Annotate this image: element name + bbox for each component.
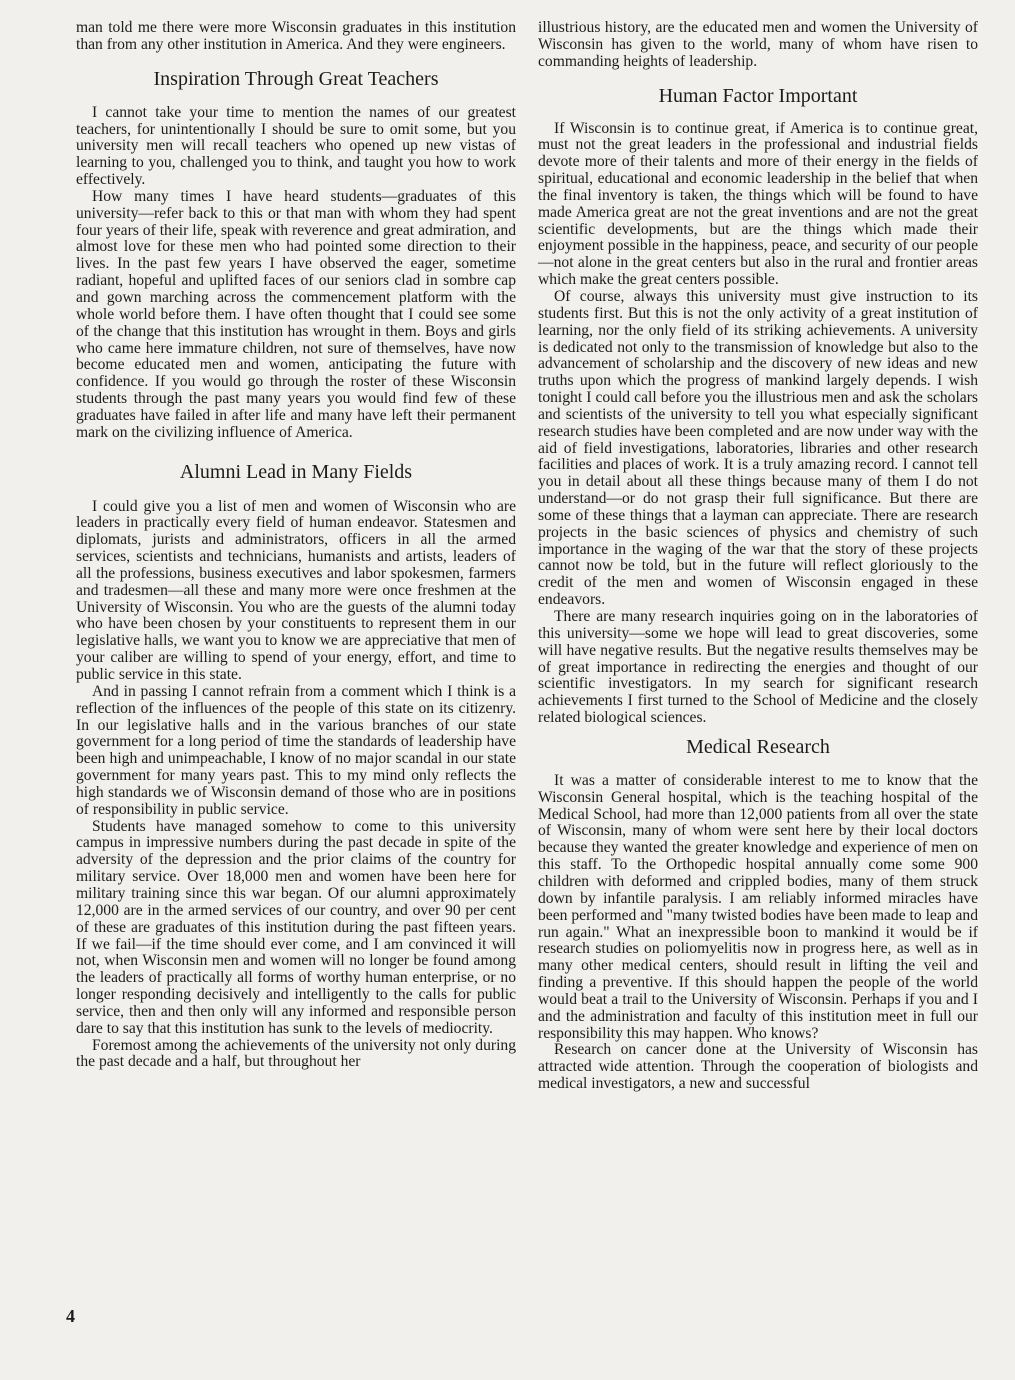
paragraph: man told me there were more Wisconsin graduates in this institution than from any other institution in America. And they were engineers. <box>76 19 516 53</box>
paragraph: It was a matter of considerable interest to me to know that the Wisconsin General hospital, which is the teaching hospital of the Medical School, had more than 12,000 patients from all over the state of Wisconsin, many of whom were sent here by their local doctors because they wanted the greater knowledge and experience of men on this staff. To the Orthopedic hospital annually come some 900 children with deformed and crippled bodies, many of them struck down by infantile paralysis. I am reliably informed miracles have been performed and "many twisted bodies have been made to leap and run again." What an inexpressible boon to mankind it would be if research studies on poliomyelitis now in progress here, as well as in many other medical centers, should result in lifting the veil and finding a preventive. If this should happen the people of the world would beat a trail to the University of Wisconsin. Perhaps if you and I and the administration and faculty of this institution meet in full our responsibility this may happen. Who knows? <box>538 771 978 1042</box>
paragraph: Research on cancer done at the University of Wisconsin has attracted wide attention. Through the cooperation of biologists and medical investigators, a new and successful <box>538 1041 978 1093</box>
paragraph: There are many research inquiries going on in the laboratories of this university—some we hope will lead to great discoveries, some will have negative results. But the negative results themselves may be of great importance in redirecting the energies and thought of our scientific investigators. In my search for significant research achievements I first turned to the School of Medicine and the closely related biological sciences. <box>538 608 978 727</box>
section-heading: Human Factor Important <box>658 84 858 107</box>
left-column <box>76 20 516 1071</box>
page-number: 4 <box>66 1306 75 1326</box>
paragraph: Of course, always this university must give instruction to its students first. But this is not the only activity of a great institution of learning, nor the only field of its striking achievements. A university is dedicated not only to the transmission of knowledge but also to the advancement of scholarship and the discovery of new ideas and new truths upon which the progress of mankind largely depends. I wish tonight I could call before you the illustrious men and ask the scholars and scientists of the university to tell you what especially significant research studies have been completed and are now under way with the aid of field investigations, laboratories, libraries and other research facilities and places of work. It is a truly amazing record. I cannot tell you in detail about all these things because many of them I do not understand—or do not grasp their full significance. But there are some of these things that a layman can appreciate. There are research projects in the basic sciences of physics and chemistry of such importance in the waging of the war that the story of these projects cannot now be told, but in the future will reflect gloriously to the credit of the men and women of Wisconsin engaged in these endeavors. <box>538 287 978 609</box>
paragraph: I cannot take your time to mention the names of our greatest teachers, for unintentionally I should be sure to omit some, but you university men will recall teachers who opened up new vistas of learning to you, challenged you to think, and taught you how to work effectively. <box>76 103 516 189</box>
section-heading: Alumni Lead in Many Fields <box>179 460 413 483</box>
paragraph: If Wisconsin is to continue great, if America is to continue great, must not the great leaders in the professional and industrial fields devote more of their talents and more of their energy in the fields of spiritual, educational and economic leadership in the belief that when the final inventory is taken, the things which will be found to have made America great are not the great inventions and are not the great scientific developments, but are the things which made their enjoyment possible in the happiness, peace, and security of our people—not alone in the great centers but also in the rural and frontier areas which make the great centers possible. <box>538 119 978 289</box>
paragraph: And in passing I cannot refrain from a comment which I think is a reflection of the influences of the people of this state on its citizenry. In our legislative halls and in the various branches of our state government for a long period of time the standards of leadership have been high and unimpeachable, I know of no major scandal in our state government for many years past. This to my mind only reflects the high standards we of Wisconsin demand of those who are in positions of responsibility in public service. <box>76 682 516 818</box>
paragraph: Foremost among the achievements of the university not only during the past decade and a half, but throughout her <box>76 1036 516 1071</box>
section-heading: Medical Research <box>686 735 830 758</box>
paragraph: How many times I have heard students—graduates of this university—refer back to this or that man with whom they had spent four years of their life, speak with reverence and great admiration, and almost love for these men who had pointed some direction to their lives. In the past few years I have observed the eager, sometime radiant, hopeful and uplifted faces of our seniors clad in sombre cap and gown marching across the commencement platform with the whole world before them. I have often thought that I could see some of the change that this institution has wrought in them. Boys and girls who came here immature children, not sure of themselves, have now become educated men and women, anticipating the future with confidence. If you would go through the roster of these Wisconsin students through the past many years you would find few of these graduates have failed in after life and many have left their permanent mark on the civilizing influence of America. <box>76 187 516 441</box>
paragraph: illustrious history, are the educated men and women the University of Wisconsin has given to the world, many of whom have risen to commanding heights of leadership. <box>538 19 978 70</box>
paragraph: I could give you a list of men and women of Wisconsin who are leaders in practically every field of human endeavor. Statesmen and diplomats, jurists and administrators, officers in all the armed services, scientists and technicians, humanists and artists, leaders of all the professions, business executives and labor spokesmen, farmers and tradesmen—all these and many more were once freshmen at the University of Wisconsin. You who are the guests of the alumni today who have been chosen by your constituents to represent them in our legislative halls, we want you to know we are appreciative that men of your caliber are willing to spend of your energy, effort, and time to public service in this state. <box>76 497 516 683</box>
paragraph: Students have managed somehow to come to this university campus in impressive numbers during the past decade in spite of the adversity of the depression and the prior claims of the country for military service. Over 18,000 men and women have been here for military training since this war began. Of our alumni approximately 12,000 are in the armed services of our country, and over 90 per cent of these are graduates of this institution during the past fifteen years. If we fail—if the time should ever come, and I am convinced it will not, when Wisconsin men and women will no longer be found among the leaders of practically all forms of worthy human enterprise, or no longer responding decisively and intelligently to the calls for public service, then and then only will any informed and responsible person dare to say that this institution has sunk to the levels of mediocrity. <box>76 817 516 1037</box>
right-column <box>538 20 978 1093</box>
section-heading: Inspiration Through Great Teachers <box>153 67 439 90</box>
